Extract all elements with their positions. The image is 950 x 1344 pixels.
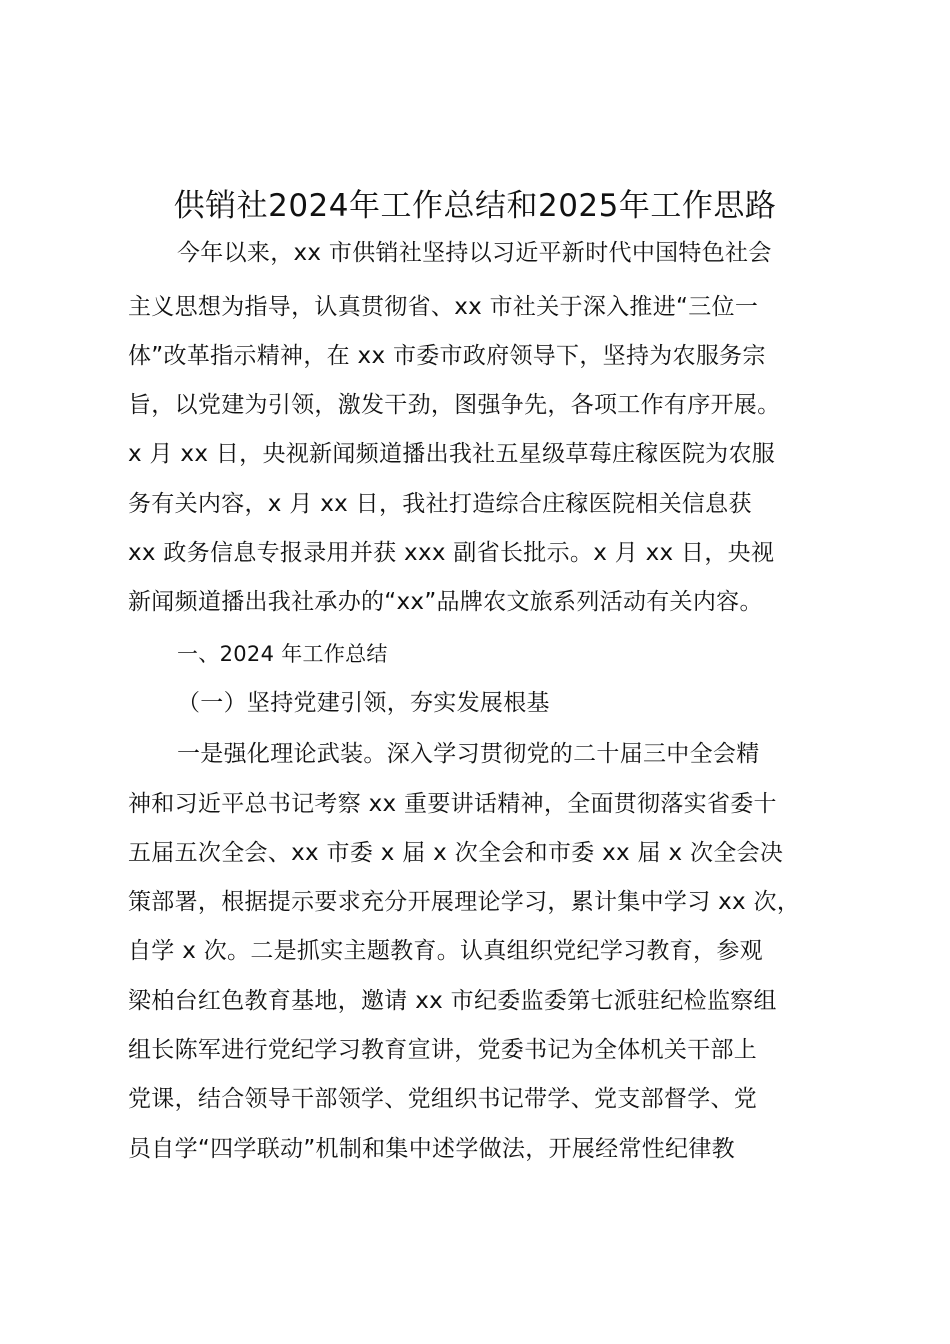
intro-line: x 月 xx 日，央视新闻频道播出我社五星级草莓庄稼医院为农服: [128, 441, 776, 467]
body-line: 梁柏台红色教育基地，邀请 xx 市纪委监委第七派驻纪检监察组: [128, 988, 777, 1014]
intro-line: 体”改革指示精神，在 xx 市委市政府领导下，坚持为农服务宗: [128, 343, 766, 369]
intro-line: 务有关内容，x 月 xx 日，我社打造综合庄稼医院相关信息获: [128, 491, 752, 517]
intro-line: 主义思想为指导，认真贯彻省、xx 市社关于深入推进“三位一: [128, 294, 759, 320]
section-heading: 一、2024 年工作总结: [177, 642, 388, 666]
intro-line: xx 政务信息专报录用并获 xxx 副省长批示。x 月 xx 日，央视: [128, 540, 775, 566]
intro-line: 旨，以党建为引领，激发干劲，图强争先，各项工作有序开展。: [128, 392, 781, 418]
intro-line: 新闻频道播出我社承办的“xx”品牌农文旅系列活动有关内容。: [128, 589, 763, 615]
body-line: 员自学“四学联动”机制和集中述学做法，开展经常性纪律教: [128, 1136, 735, 1162]
body-line: 五届五次全会、xx 市委 x 届 x 次全会和市委 xx 届 x 次全会决: [128, 840, 784, 866]
intro-line: 今年以来，xx 市供销社坚持以习近平新时代中国特色社会: [177, 240, 772, 266]
body-line: 党课，结合领导干部领学、党组织书记带学、党支部督学、党: [128, 1086, 758, 1112]
body-line: 组长陈军进行党纪学习教育宣讲，党委书记为全体机关干部上: [128, 1037, 758, 1063]
body-line: 一是强化理论武装。深入学习贯彻党的二十届三中全会精: [177, 741, 760, 767]
body-line: 自学 x 次。二是抓实主题教育。认真组织党纪学习教育，参观: [128, 938, 763, 964]
document-title: 供销社2024年工作总结和2025年工作思路: [173, 188, 777, 224]
body-line: 神和习近平总书记考察 xx 重要讲话精神，全面贯彻落实省委十: [128, 791, 777, 817]
body-line: 策部署，根据提示要求充分开展理论学习，累计集中学习 xx 次，: [128, 889, 801, 915]
subsection-heading: （一）坚持党建引领，夯实发展根基: [177, 690, 550, 716]
